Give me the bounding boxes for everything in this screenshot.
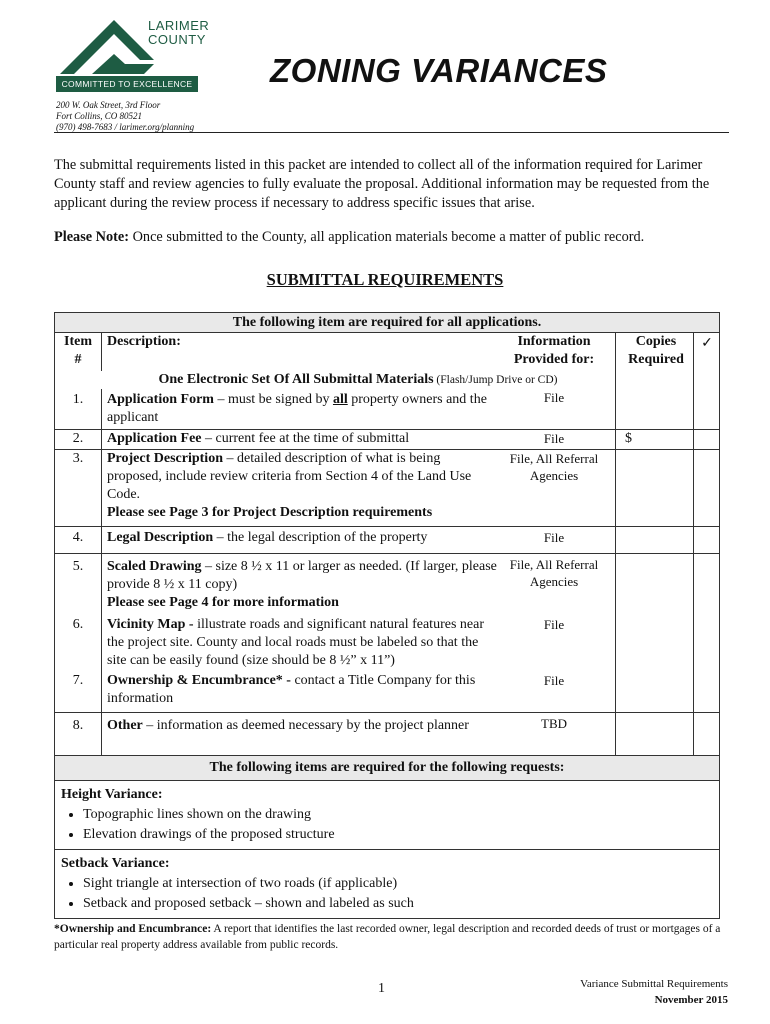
all-applications-banner: The following item are required for all applications. [55,313,719,333]
row-title: Application Fee [107,431,202,446]
row-description [107,717,497,735]
row-number: 4. [72,530,84,545]
row-text: – detailed description of what is being proposed, include review criteria from Section 4 of the Land Use Code. [107,451,472,502]
row-number: 3. [72,451,84,466]
table-row [55,391,719,429]
table-row [55,614,719,670]
row-info: File [543,431,565,446]
table-row [55,527,719,554]
col-item-header-line2: # [74,352,82,367]
table-row [55,713,719,755]
col-info-header-line1: Information [517,334,591,349]
table-header-row [55,333,719,371]
col-info-header [497,333,611,369]
org-tagline: COMMITTED TO EXCELLENCE [56,76,198,92]
list-item: • Elevation drawings of the proposed structure [83,825,713,845]
public-record-note [54,228,730,247]
col-description-header: Description: [107,334,181,349]
ownership-footnote [54,922,734,953]
row-info: File [543,617,565,632]
requirements-table [54,312,720,919]
org-address [56,100,226,133]
footer-doc-name: Variance Submittal Requirements [580,978,728,990]
row-info: File [543,530,565,545]
footer-info [580,976,728,1008]
col-item-header-line1: Item [64,334,92,349]
row-number: 1. [72,392,84,407]
row-description [107,672,497,708]
row-description [107,450,497,522]
footnote-text: A report that identifies the last recorded owner, legal description and recorded deeds of trust or mortgages of a particular real property address available from public records. [54,923,721,951]
height-variance-list [61,805,713,845]
row-info: File [543,673,565,688]
list-item: • Topographic lines shown on the drawing [83,805,713,825]
row-title: Vicinity Map - [107,617,194,632]
row-info: TBD [541,716,567,731]
table-row [55,670,719,713]
row-number: 8. [72,718,84,733]
row-description [107,558,497,612]
footnote-label: *Ownership and Encumbrance: [54,923,212,935]
electronic-set-label [101,371,615,389]
col-copies-header [621,333,691,369]
row-text: illustrate roads and significant natural features near the project site. County and local roads must be labeled so that the site can be easily found (size should be 8 ½” x 11”) [107,617,484,668]
col-info-header-line2: Provided for: [513,352,595,367]
col-copies-header-line1: Copies [635,334,677,349]
address-line: 200 W. Oak Street, 3rd Floor [56,100,161,110]
table-row [55,554,719,614]
row-title: Legal Description [107,530,214,545]
row-note: Please see Page 3 for Project Description requirements [107,505,433,520]
row-info: File [543,390,565,405]
row-number: 6. [72,617,84,632]
electronic-set-title: One Electronic Set Of All Submittal Materials [158,372,434,387]
row-title: Ownership & Encumbrance* - [107,673,291,688]
row-text: property owners and the applicant [107,392,487,425]
height-variance-title: Height Variance: [61,787,163,802]
row-description [107,391,497,427]
list-item: • Sight triangle at intersection of two roads (if applicable) [83,874,713,894]
electronic-set-note: (Flash/Jump Drive or CD) [433,374,558,386]
requirements-columns [55,333,719,755]
col-item-header [55,333,101,369]
note-text: Once submitted to the County, all application materials become a matter of public record. [129,229,645,245]
row-text: contact a Title Company for this information [107,673,476,706]
row-number: 2. [72,431,84,446]
checkmark-icon: ✓ [701,336,713,351]
row-note: Please see Page 4 for more information [107,595,339,610]
address-line: (970) 498-7683 / larimer.org/planning [56,122,195,132]
section-title: SUBMITTAL REQUIREMENTS [266,270,504,289]
header-divider [54,132,729,133]
row-info: File, All Referral Agencies [509,557,599,589]
row-text: – current fee at the time of submittal [201,431,410,446]
specific-requests-banner: The following items are required for the following requests: [55,755,719,781]
row-title: Other [107,718,143,733]
height-variance-section [55,781,719,850]
row-title: Scaled Drawing [107,559,202,574]
electronic-set-row [55,371,719,391]
col-copies-header-line2: Required [628,352,684,367]
address-line: Fort Collins, CO 80521 [56,111,143,121]
row-description [107,529,497,547]
note-label: Please Note: [54,229,130,245]
list-item: • Setback and proposed setback – shown and labeled as such [83,894,713,914]
table-row [55,429,719,449]
setback-variance-section [55,850,719,918]
row-description [107,430,497,448]
intro-paragraph: The submittal requirements listed in this packet are intended to collect all of the information required for Larimer County staff and review agencies to fully evaluate the proposal. Additional information may be requested from the applicant during the review process if necessary to address specific issues that arise. [54,157,710,211]
footer-date: November 2015 [654,994,728,1006]
row-description [107,616,497,670]
org-name-line1: LARIMER [148,18,210,33]
row-text: – the legal description of the property [213,530,428,545]
row-title: Application Form [107,392,214,407]
row-number: 7. [72,673,84,688]
row-text: – size 8 ½ x 11 or larger as needed. (If larger, please provide 8 ½ x 11 copy) [107,559,497,592]
row-copies: $ [625,431,632,446]
row-text: – must be signed by [213,392,333,407]
row-text: – information as deemed necessary by the project planner [142,718,469,733]
row-info: File, All Referral Agencies [509,451,599,483]
page-number: 1 [378,981,385,996]
row-emphasis: all [332,392,348,407]
row-number: 5. [72,559,84,574]
row-title: Project Description [107,451,223,466]
setback-variance-list [61,874,713,914]
org-name-line2: COUNTY [148,32,206,47]
table-row [55,449,719,527]
setback-variance-title: Setback Variance: [61,856,170,871]
page-title: ZONING VARIANCES [270,52,608,89]
